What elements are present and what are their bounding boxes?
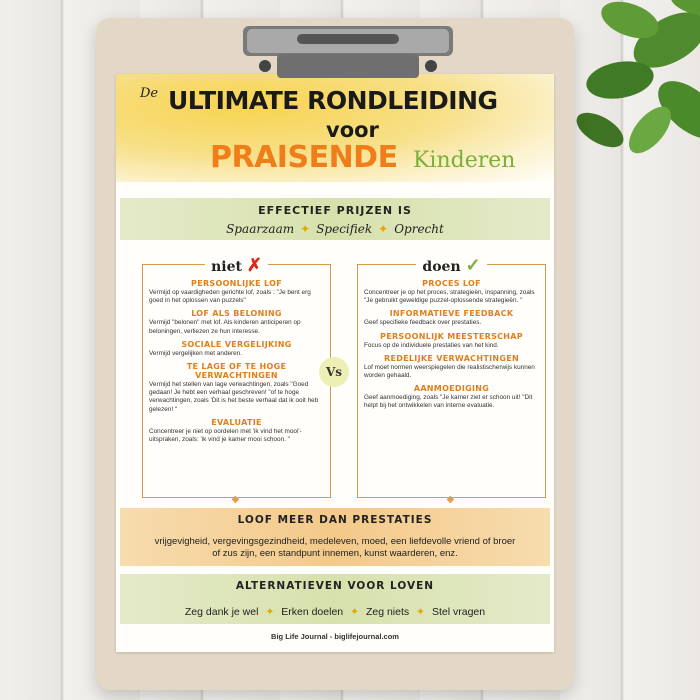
niet-item-text: Vermijd het stellen van lage verwachtingen, zoals "Goed gedaan! Je hebt een verhaal geschreven! "of te hoge verwachtingen, zoals 'Dit is het beste verhaal dat ik ooit heb gelezen! " xyxy=(149,381,319,413)
quality-item: Specifiek xyxy=(316,222,373,236)
niet-header xyxy=(143,255,330,276)
diamond-icon: ◆ xyxy=(231,494,240,505)
title-prefix: De xyxy=(140,86,159,101)
doen-item xyxy=(364,354,539,380)
vs-badge: Vs xyxy=(319,357,349,387)
doen-item-heading: REDELIJKE VERWACHTINGEN xyxy=(383,353,520,363)
star-icon: ✦ xyxy=(265,606,275,618)
alternative-item: Zeg dank je wel xyxy=(184,606,259,618)
niet-label: niet xyxy=(211,259,242,275)
doen-item-text: Geef specifieke feedback over prestaties. xyxy=(364,319,482,327)
title-line3-script: Kinderen xyxy=(413,148,516,173)
niet-item xyxy=(149,418,324,444)
niet-item-text: Vermijd "belonen" met lof. Als kinderen anticiperen op beloningen, verliezen ze hun interesse. xyxy=(149,319,301,335)
effective-heading: EFFECTIEF PRIJZEN IS xyxy=(258,204,412,217)
loof-text: vrijgevigheid, vergevingsgezindheid, medeleven, moed, een liefdevolle vriend of broer of zus zijn, een standpunt innemen, kunst waarderen, enz. xyxy=(154,536,516,559)
niet-item-heading: SOCIALE VERGELIJKING xyxy=(181,339,292,349)
doen-item xyxy=(364,309,539,327)
doen-item-heading: AANMOEDIGING xyxy=(413,384,490,394)
effective-qualities xyxy=(116,222,554,236)
niet-item-heading: PERSOONLIJKE LOF xyxy=(191,279,282,288)
title-line1: ULTIMATE RONDLEIDING xyxy=(168,86,498,115)
doen-item xyxy=(364,384,539,410)
alternative-item: Stel vragen xyxy=(431,606,486,618)
title-line3-main: PRAISENDE xyxy=(210,140,398,175)
doen-column xyxy=(357,255,546,505)
alternatives-list xyxy=(116,606,554,618)
quality-item: Spaarzaam xyxy=(226,222,295,236)
doen-item-text: Concentreer je op het proces, strategieën, inspanning, zoals "Je gebruikt geweldige puzzel-oplossende strategieën. " xyxy=(364,289,535,305)
niet-item-text: Vermijd vergelijken met anderen. xyxy=(149,349,243,357)
niet-item-heading: LOF ALS BELONING xyxy=(191,309,282,319)
loof-band xyxy=(120,508,550,566)
alternatives-heading: ALTERNATIEVEN VOOR LOVEN xyxy=(235,580,435,592)
niet-item-heading: EVALUATIE xyxy=(211,417,262,427)
star-icon: ✦ xyxy=(416,606,425,618)
quality-item: Oprecht xyxy=(394,222,444,236)
niet-item xyxy=(149,309,324,335)
doen-item-heading: PERSOONLIJK MEESTERSCHAP xyxy=(380,331,523,341)
star-icon: ✦ xyxy=(300,222,311,236)
niet-column xyxy=(142,255,331,505)
doen-item xyxy=(364,279,539,305)
title-line2: voor xyxy=(326,118,379,142)
metal-clip xyxy=(237,22,459,82)
cross-icon: ✗ xyxy=(246,255,262,276)
poster-sheet xyxy=(116,74,554,652)
doen-item-heading: PROCES LOF xyxy=(422,279,481,288)
doen-item-heading: INFORMATIEVE FEEDBACK xyxy=(389,309,514,319)
plant-image xyxy=(560,0,700,180)
star-icon: ✦ xyxy=(378,222,389,236)
niet-item-heading: TE LAGE OF TE HOGE VERWACHTINGEN xyxy=(186,362,287,381)
doen-item-text: Lof moet normen weerspiegelen die realistischerwijs kunnen worden gehaald. xyxy=(364,363,535,380)
alternative-item: Zeg niets xyxy=(365,606,410,618)
doen-header xyxy=(358,255,545,276)
doen-item-text: Focus op de individuele prestaties van het kind. xyxy=(364,341,499,349)
alternative-item: Erken doelen xyxy=(281,606,344,618)
doen-label: doen xyxy=(422,259,461,275)
niet-item xyxy=(149,279,324,305)
doen-item-text: Geef aanmoediging, zoals "Je kamer ziet er schoon uit! "Dit helpt bij het ontwikkelen van interne evaluatie. xyxy=(364,394,533,410)
niet-item-text: Vermijd op vaardigheden gerichte lof, zoals : "Je bent erg goed in het oplossen van puzzels" xyxy=(149,289,311,305)
niet-item xyxy=(149,362,324,414)
star-icon: ✦ xyxy=(350,606,359,618)
footer-credit: Big Life Journal - biglifejournal.com xyxy=(271,632,399,641)
niet-item-text: Concentreer je niet op oordelen met 'ik vind het mooi'-uitspraken, zoals: 'ik vind je kamer mooi schoon. " xyxy=(149,427,302,444)
loof-heading: LOOF MEER DAN PRESTATIES xyxy=(237,514,433,526)
doen-item xyxy=(364,332,539,350)
check-icon: ✓ xyxy=(465,255,481,276)
diamond-icon: ◆ xyxy=(446,494,455,505)
niet-item xyxy=(149,340,324,358)
